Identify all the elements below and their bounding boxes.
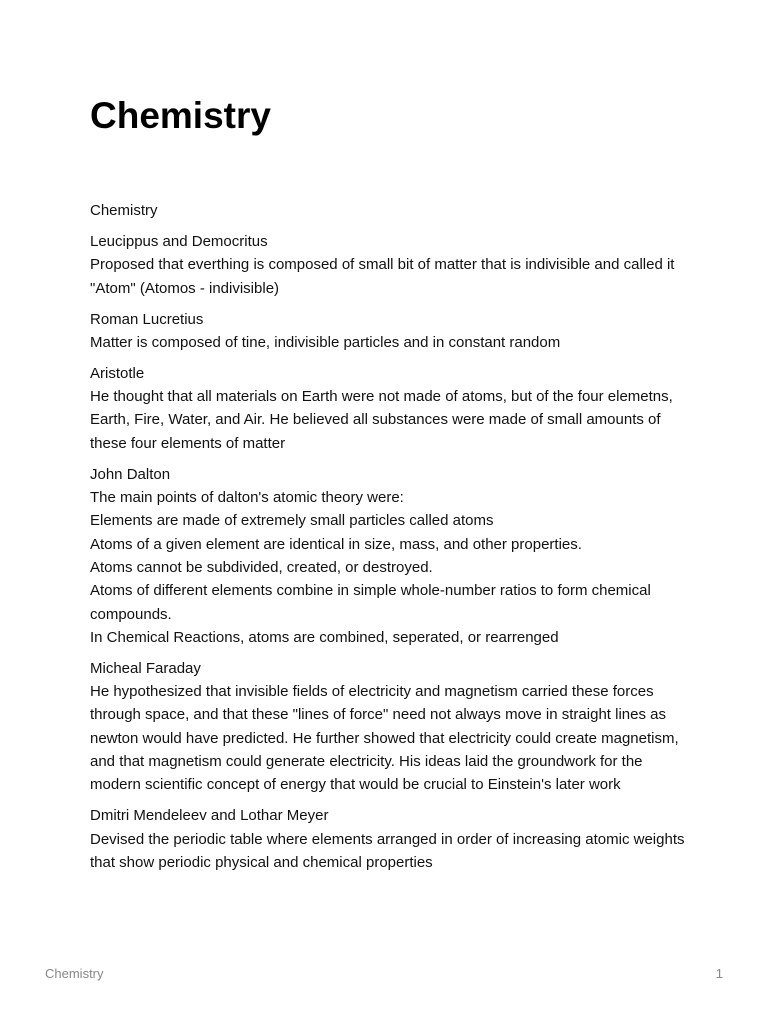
entry-text: Elements are made of extremely small particles called atoms bbox=[90, 512, 494, 530]
entry-text: Atoms of a given element are identical in size, mass, and other properties. bbox=[90, 535, 582, 553]
entry-text: He thought that all materials on Earth were not made of atoms, but of the four elemetns, Earth, Fire, Water, and Air. He believed all substances were made of small amounts of these four elements of matter bbox=[90, 388, 673, 452]
page-title: Chemistry bbox=[90, 95, 271, 136]
entry-leucippus-democritus bbox=[90, 230, 690, 300]
entry-name: John Dalton bbox=[90, 465, 171, 483]
entry-text: He hypothesized that invisible fields of electricity and magnetism carried these forces through space, and that these "lines of force" need not always move in straight lines as newton would have predicted. He further showed that electricity could create magnetism, and that magnetism could generate electricity. His ideas laid the groundwork for the modern scientific concept of energy that would be crucial to Einstein's later work bbox=[90, 683, 679, 794]
entry-john-dalton bbox=[90, 463, 690, 649]
entry-text: Matter is composed of tine, indivisible particles and in constant random bbox=[90, 333, 561, 351]
entry-name: Dmitri Mendeleev and Lothar Meyer bbox=[90, 807, 329, 825]
entry-name: Roman Lucretius bbox=[90, 310, 204, 328]
entry-name: Micheal Faraday bbox=[90, 659, 201, 677]
entry-text: Devised the periodic table where elements arranged in order of increasing atomic weights that show periodic physical and chemical properties bbox=[90, 830, 685, 871]
entry-mendeleev-meyer bbox=[90, 804, 690, 874]
entry-name: Aristotle bbox=[90, 364, 145, 382]
entry-roman-lucretius bbox=[90, 308, 690, 355]
footer-page-number: 1 bbox=[715, 966, 723, 981]
entry-text: The main points of dalton's atomic theory were: bbox=[90, 489, 404, 507]
section-heading-block bbox=[90, 199, 690, 222]
entry-micheal-faraday bbox=[90, 657, 690, 797]
section-heading: Chemistry bbox=[90, 202, 158, 219]
footer-document-title: Chemistry bbox=[45, 966, 104, 981]
entry-text: Atoms of different elements combine in simple whole-number ratios to form chemical compounds. bbox=[90, 582, 651, 623]
entry-text: Atoms cannot be subdivided, created, or destroyed. bbox=[90, 558, 433, 576]
entry-name: Leucippus and Democritus bbox=[90, 232, 268, 250]
entry-text: Proposed that everthing is composed of small bit of matter that is indivisible and called it "Atom" (Atomos - indivisible) bbox=[90, 256, 675, 297]
entry-aristotle bbox=[90, 362, 690, 455]
entry-text: In Chemical Reactions, atoms are combined, seperated, or rearrenged bbox=[90, 628, 559, 646]
document-body bbox=[90, 199, 690, 882]
